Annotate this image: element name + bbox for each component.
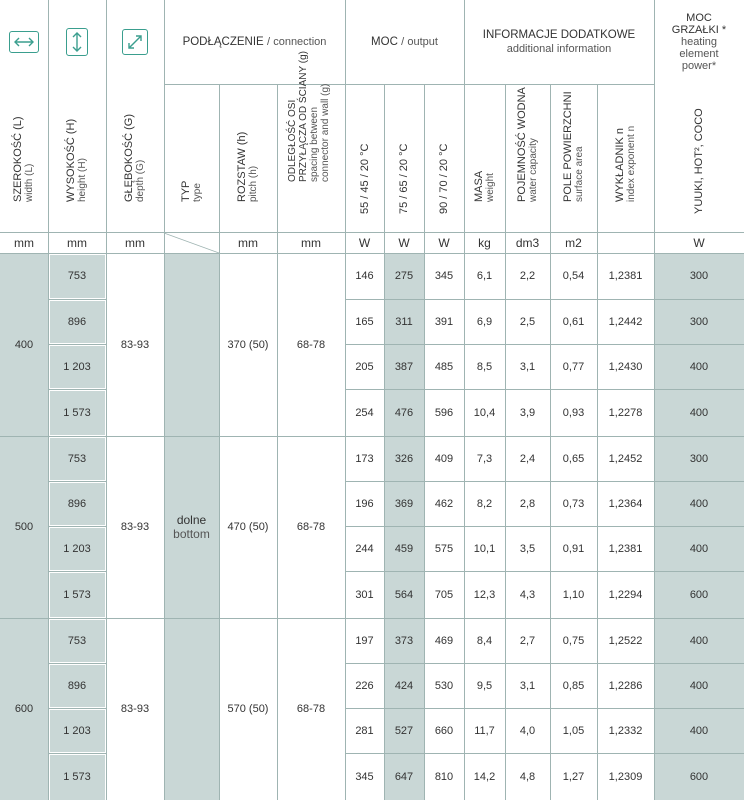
heater-power-value: 400 <box>689 406 709 419</box>
double-arrow-diagonal-icon <box>122 29 148 55</box>
height-value: 1 573 <box>63 770 91 783</box>
power-90-value: 485 <box>434 360 454 373</box>
area-value: 0,75 <box>562 634 585 647</box>
width-column-header-en: width (L) <box>24 163 35 202</box>
type-column-header-en: type <box>191 183 203 202</box>
connection-header-en: connection <box>273 36 327 48</box>
spacing-column-header <box>277 51 345 232</box>
spacing-value: 68-78 <box>296 338 326 351</box>
pitch-value: 570 (50) <box>227 703 269 715</box>
power-90-value: 596 <box>434 406 454 419</box>
power-75-value: 275 <box>394 270 414 282</box>
area-value: 1,10 <box>562 588 585 601</box>
area-value: 0,61 <box>562 315 585 328</box>
power-55-value: 301 <box>355 588 374 601</box>
type-value-pl: dolne <box>176 512 207 527</box>
exponent-value: 1,2522 <box>608 634 643 647</box>
exponent-value: 1,2278 <box>608 406 643 419</box>
width-icon-cell <box>0 0 48 84</box>
area-value: 0,91 <box>562 542 585 555</box>
heater-power-value: 600 <box>689 588 709 601</box>
info-header <box>464 0 654 84</box>
unit-cell <box>597 233 654 253</box>
area-column-header-en: surface area <box>573 146 585 202</box>
area-value: 0,77 <box>562 360 585 373</box>
power-75-column-header-label: 75 / 65 / 20 °C <box>398 143 410 214</box>
power-75-value: 527 <box>394 724 414 737</box>
water-value: 2,7 <box>519 634 536 647</box>
power-75-value: 647 <box>394 770 414 783</box>
depth-icon-cell <box>106 0 164 84</box>
depth-value: 83-93 <box>120 338 150 351</box>
height-value: 1 203 <box>63 360 91 373</box>
heater-power-value: 300 <box>689 315 709 328</box>
area-value: 0,65 <box>562 452 585 465</box>
exponent-value: 1,2430 <box>608 360 643 373</box>
unit-cell: mm <box>67 236 87 250</box>
power-55-value: 345 <box>355 770 374 783</box>
mass-value: 7,3 <box>476 452 493 465</box>
width-value: 400 <box>14 338 34 351</box>
power-55-value: 173 <box>355 452 374 465</box>
mass-column-header <box>464 84 505 232</box>
info-header-en: additional information <box>506 43 612 55</box>
water-value: 3,5 <box>519 542 536 555</box>
power-75-value: 311 <box>395 315 413 328</box>
unit-cell: W <box>358 236 371 250</box>
height-value: 896 <box>67 497 87 510</box>
area-value: 0,85 <box>562 679 585 692</box>
power-55-value: 165 <box>355 315 374 328</box>
power-55-value: 196 <box>355 497 374 510</box>
exponent-value: 1,2381 <box>608 270 643 282</box>
height-value: 896 <box>67 679 87 692</box>
spacing-value: 68-78 <box>296 521 326 533</box>
unit-cell: mm <box>14 236 34 250</box>
depth-column-header-pl: GŁĘBOKOŚĆ (G) <box>123 113 135 202</box>
mass-column-header-en: weight <box>484 173 496 202</box>
power-75-value: 369 <box>394 497 414 510</box>
exponent-value: 1,2309 <box>608 770 643 783</box>
spacing-value: 68-78 <box>296 703 326 715</box>
mass-value: 11,7 <box>474 724 495 737</box>
depth-column-header-en: depth (G) <box>135 159 146 202</box>
water-value: 2,5 <box>519 315 536 328</box>
power-55-value: 226 <box>355 679 374 692</box>
power-90-column-header-label: 90 / 70 / 20 °C <box>438 143 450 214</box>
heater-power-value: 400 <box>689 724 709 737</box>
mass-value: 8,4 <box>476 634 493 647</box>
heater-power-value: 400 <box>689 497 709 510</box>
power-90-value: 469 <box>434 634 454 647</box>
heater-models-column-header <box>654 84 744 232</box>
height-value: 1 573 <box>63 588 91 601</box>
power-90-value: 575 <box>434 542 454 555</box>
power-90-column-header <box>424 84 464 232</box>
power-55-value: 244 <box>355 542 374 555</box>
water-value: 4,8 <box>519 770 536 783</box>
height-value: 1 203 <box>63 724 91 737</box>
power-90-value: 705 <box>434 588 454 601</box>
mass-value: 6,9 <box>476 315 493 328</box>
exponent-value: 1,2442 <box>608 315 643 328</box>
type-column-header <box>164 84 219 232</box>
heater-power-value: 300 <box>689 452 709 465</box>
power-75-value: 564 <box>394 588 414 601</box>
depth-value: 83-93 <box>120 703 150 715</box>
heater-header-en-3: power* <box>681 60 717 72</box>
unit-cell: dm3 <box>515 236 540 250</box>
height-value: 753 <box>67 452 87 465</box>
exponent-column-header <box>597 84 654 232</box>
power-55-value: 205 <box>355 360 374 373</box>
spacing-column-header-en-1: spacing between <box>309 106 320 182</box>
heater-header-pl-2: GRZAŁKI * <box>671 24 727 36</box>
pitch-column-header-en: pitch (h) <box>248 165 259 202</box>
height-column-header <box>48 84 106 232</box>
water-value: 3,1 <box>519 679 536 692</box>
exponent-value: 1,2332 <box>608 724 643 737</box>
heater-header <box>654 0 744 84</box>
mass-value: 14,2 <box>473 770 496 783</box>
width-value: 500 <box>14 521 34 533</box>
water-value: 3,1 <box>519 360 536 373</box>
power-header-sep: / <box>401 36 405 48</box>
power-55-value: 254 <box>355 406 374 419</box>
exponent-column-header-pl: WYKŁADNIK n <box>613 128 626 202</box>
connection-header-pl: PODŁĄCZENIE <box>182 36 264 48</box>
power-90-value: 391 <box>434 315 454 328</box>
double-arrow-vertical-icon <box>66 28 88 56</box>
unit-cell: mm <box>238 236 258 250</box>
power-header-pl: MOC <box>371 36 398 48</box>
unit-cell: mm <box>301 236 321 250</box>
unit-cell: W <box>438 236 450 250</box>
power-75-column-header <box>384 84 424 232</box>
water-value: 2,8 <box>519 497 536 510</box>
water-value: 4,0 <box>519 724 536 737</box>
type-value-en: bottom <box>173 526 210 541</box>
water-value: 2,4 <box>519 452 536 465</box>
area-value: 1,05 <box>562 724 585 737</box>
unit-cell: mm <box>125 236 145 250</box>
mass-value: 12,3 <box>473 588 496 601</box>
heater-header-en-2: element <box>679 48 719 60</box>
heater-power-value: 400 <box>689 679 709 692</box>
mass-column-header-pl: MASA <box>472 170 485 202</box>
power-90-value: 409 <box>434 452 454 465</box>
unit-cell <box>164 233 219 253</box>
unit-cell: kg <box>478 236 491 250</box>
power-90-value: 462 <box>434 497 454 510</box>
area-value: 0,73 <box>562 497 585 510</box>
type-column-header-pl: TYP <box>179 180 192 202</box>
unit-cell: W <box>398 236 410 250</box>
heater-power-value: 600 <box>689 770 709 783</box>
area-column-header-pl: POLE POWIERZCHNI <box>561 91 574 202</box>
power-75-value: 459 <box>394 542 414 555</box>
power-75-value: 373 <box>394 634 414 647</box>
height-column-header-en: height (H) <box>77 158 88 202</box>
area-value: 1,27 <box>562 770 585 783</box>
unit-cell: W <box>693 236 705 250</box>
width-column-header-pl: SZEROKOŚĆ (L) <box>12 116 24 202</box>
spacing-column-header-pl-2: PRZYŁĄCZA OD ŚCIANY (g) <box>298 51 309 182</box>
power-header-en: output <box>407 36 438 48</box>
connection-header-sep: / <box>266 36 270 48</box>
water-value: 4,3 <box>519 588 536 601</box>
mass-value: 8,2 <box>476 497 493 510</box>
power-75-value: 476 <box>394 406 414 419</box>
heater-header-pl-1: MOC <box>686 12 712 24</box>
double-arrow-horizontal-icon <box>9 31 39 53</box>
exponent-value: 1,2452 <box>608 452 643 465</box>
mass-value: 10,4 <box>473 406 496 419</box>
area-column-header <box>550 84 597 232</box>
power-90-value: 345 <box>434 270 454 282</box>
power-55-column-header <box>345 84 384 232</box>
power-75-value: 424 <box>394 679 414 692</box>
spacing-column-header-en-2: connector and wall (g) <box>320 83 331 182</box>
mass-value: 8,5 <box>476 360 493 373</box>
heater-power-value: 300 <box>689 270 709 282</box>
heater-power-value: 400 <box>689 360 709 373</box>
area-value: 0,93 <box>562 406 585 419</box>
heater-models-label: YUUKI, HOT², COCO <box>693 108 705 214</box>
height-value: 1 573 <box>63 406 91 419</box>
mass-value: 10,1 <box>473 542 496 555</box>
power-90-value: 660 <box>434 724 454 737</box>
type-value <box>164 253 219 800</box>
power-90-value: 810 <box>434 770 454 783</box>
unit-cell: m2 <box>565 236 582 250</box>
info-header-pl: INFORMACJE DODATKOWE <box>482 29 636 41</box>
pitch-column-header <box>219 84 277 232</box>
width-column-header <box>0 84 48 232</box>
mass-value: 9,5 <box>476 679 493 692</box>
pitch-value: 370 (50) <box>227 338 269 351</box>
power-75-value: 387 <box>394 360 414 373</box>
height-value: 896 <box>67 315 87 328</box>
height-value: 753 <box>67 270 87 282</box>
height-value: 1 203 <box>63 542 91 555</box>
width-value: 600 <box>14 703 34 715</box>
power-90-value: 530 <box>434 679 454 692</box>
heater-power-value: 400 <box>689 634 709 647</box>
power-header <box>345 0 464 84</box>
heater-power-value: 400 <box>689 542 709 555</box>
water-value: 2,2 <box>519 270 536 282</box>
depth-value: 83-93 <box>120 521 150 533</box>
heater-header-en-1: heating <box>680 36 718 48</box>
power-55-value: 281 <box>355 724 374 737</box>
pitch-column-header-pl: ROZSTAW (h) <box>236 131 248 202</box>
power-55-column-header-label: 55 / 45 / 20 °C <box>358 143 371 214</box>
spacing-column-header-pl-1: ODLEGŁOŚĆ OSI <box>287 99 298 182</box>
pitch-value: 470 (50) <box>227 521 269 533</box>
height-value: 753 <box>67 634 87 647</box>
power-75-value: 326 <box>394 452 414 465</box>
height-icon-cell <box>48 0 106 84</box>
exponent-column-header-en: index exponent n <box>625 125 637 202</box>
area-value: 0,54 <box>562 270 585 282</box>
exponent-value: 1,2286 <box>608 679 643 692</box>
exponent-value: 1,2381 <box>608 542 643 555</box>
water-column-header-pl: POJEMNOŚĆ WODNA <box>515 87 528 202</box>
power-55-value: 197 <box>355 634 374 647</box>
water-column-header-en: water capacity <box>527 138 539 202</box>
water-column-header <box>505 84 550 232</box>
height-column-header-pl: WYSOKOŚĆ (H) <box>65 118 77 202</box>
depth-column-header <box>106 84 164 232</box>
exponent-value: 1,2364 <box>608 497 643 510</box>
exponent-value: 1,2294 <box>608 588 643 601</box>
mass-value: 6,1 <box>476 270 493 282</box>
water-value: 3,9 <box>519 406 536 419</box>
power-55-value: 146 <box>355 270 374 282</box>
